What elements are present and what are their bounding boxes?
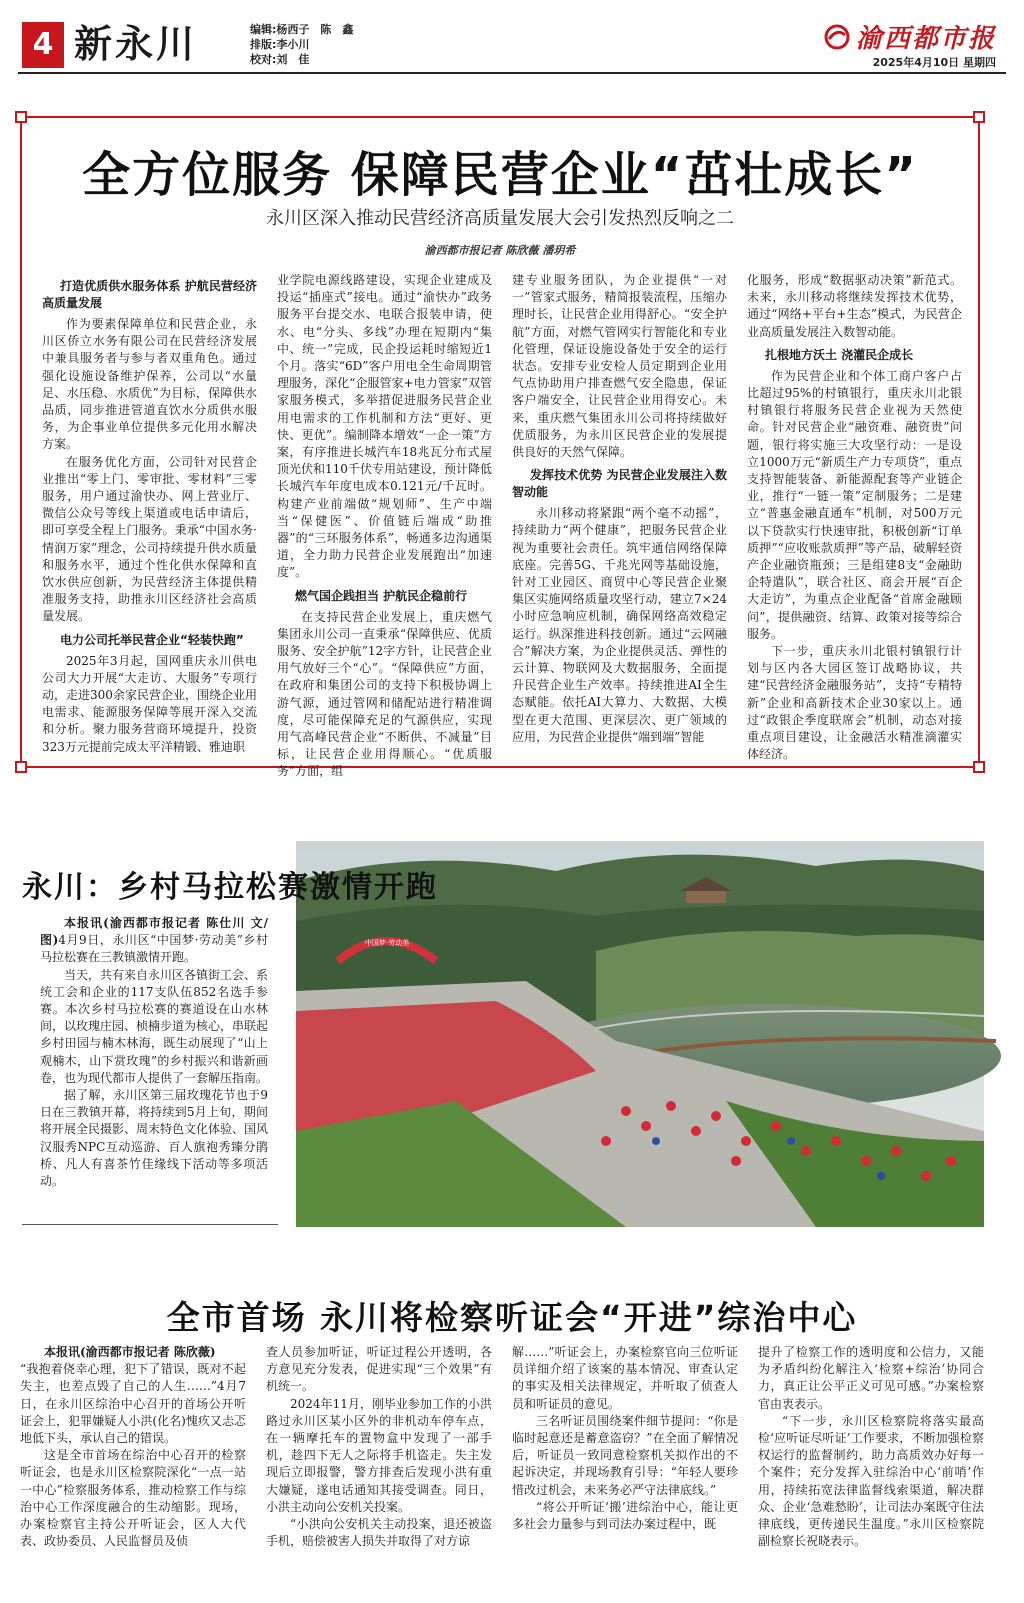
newspaper-logo — [824, 18, 996, 55]
editor-line: 编辑:杨西子 陈 鑫 — [250, 23, 354, 36]
feature-columns — [42, 272, 962, 779]
subheading: 打造优质供水服务体系 护航民营经济高质量发展 — [42, 279, 257, 310]
feature-article-box — [20, 116, 980, 779]
marathon-lead: 本报讯(渝西都市报记者 陈仕川 文/图) — [40, 916, 268, 948]
banner-text: 中国梦·劳动美 — [364, 939, 410, 947]
feature-headline: 全方位服务 保障民营企业“茁壮成长” — [82, 147, 918, 203]
frame-corner — [973, 761, 985, 773]
feature-byline: 渝西都市报记者 陈欣薇 潘玥希 — [424, 244, 576, 257]
logo-emblem-icon — [824, 24, 850, 50]
proofreader-line: 校对:刘 佳 — [250, 53, 310, 66]
paragraph: “将公开听证‘搬’进综治中心，能让更多社会力量参与到司法办案过程中，既 — [512, 1499, 738, 1532]
paragraph: 业学院电源线路建设，实现企业建成及投运“插座式”接电。通过“渝快办”政务服务平台提交水、电联合报装申请，使水、电“分头、多线”办理在短期内“集中、统一”完成，民企投运耗时缩短近1个月。落实“6D”客户用电全生命周期管理服务，深化“企服管家+电力管家”双管家服务模式，多举措促进服务民营企业用电需求的工作机制和方法“更好、更快、更优”。编制降本增效“一企一策”方案，有序推进长城汽车18兆瓦分布式屋顶光伏和110千伏专用站建设，预计降低长城汽车年度电成本0.121元/千瓦时。构建产业前端做“规划师”、生产中端当“保健医”、价值链后端成“助推器”的“三环服务体系”，畅通多边沟通渠道，全力助力民营企业发展跑出“加速度”。 — [277, 273, 492, 580]
paragraph: “下一步，永川区检察院将落实最高检‘应听证尽听证’工作要求，不断加强检察权运行的监督制约，助力高质效办好每一个案件；充分发挥入驻综治中心‘前哨’作用，持续拓宽法律监督线索渠道，解决群众、企业‘急难愁盼’，让司法办案既守住法律底线，更传递民生温度。”永川区检察院副检察长祝晓表示。 — [758, 1413, 984, 1549]
paragraph: 化服务，形成“数据驱动决策”新范式。未来，永川移动将继续发挥技术优势，通过“网络+平台+生态”模式，为民营企业高质量发展注入数智动能。 — [747, 273, 962, 339]
feature-column — [747, 272, 962, 760]
feature-column — [277, 272, 492, 779]
paragraph: 下一步，重庆永川北银村镇银行计划与区内各大园区签订战略协议，共建“民营经济金融服务站”，支持“专精特新”企业和高新技术企业30家以上。通过“政银企季度联席会”机制，动态对接重点项目建设，让金融活水精准滴灌实体经济。 — [747, 644, 962, 762]
procuratorate-column — [20, 1344, 246, 1598]
subheading: 燃气国企践担当 护航民企稳前行 — [295, 588, 468, 603]
feature-subtitle: 永川区深入推动民营经济高质量发展大会引发热烈反响之二 — [266, 208, 734, 229]
paragraph: 2025年3月起，国网重庆永川供电公司大力开展“大走访、大服务”专项行动，走进300余家民营企业，围绕企业用电需求、能源服务保障等展开深入交流和分析。聚力服务营商环境提升，投资323万元提前完成太平洋精锻、雅迪职 — [42, 653, 257, 754]
masthead-rule — [18, 72, 1006, 74]
procuratorate-column — [266, 1344, 492, 1598]
paragraph: 2024年11月，刚毕业参加工作的小洪路过永川区某小区外的非机动车停车点，在一辆摩托车的置物盒中发现了一部手机，趁四下无人之际将手机盗走。失主发现后立即报警，警方排查后发现小洪有重大嫌疑，遂电话通知其接受调查。同日，小洪主动向公安机关投案。 — [266, 1396, 492, 1514]
procuratorate-column — [758, 1344, 984, 1598]
procuratorate-headline: 全市首场 永川将检察听证会“开进”综治中心 — [166, 1298, 858, 1337]
marathon-divider — [22, 1224, 278, 1225]
subheading: 扎根地方沃土 浇灌民企成长 — [765, 347, 914, 362]
feature-column — [42, 272, 257, 760]
paragraph: 建专业服务团队，为企业提供“一对一”管家式服务，精简报装流程，压缩办理时长，让民营企业用得舒心。“安全护航”方面，对燃气管网实行智能化和专业化管理，保证设施设备处于安全的运行状态。安排专业安检人员定期到企业用气点协助用户排查燃气安全隐患，保证客户端安全，让民营企业用得安心。未来，重庆燃气集团永川公司将持续做好优质服务，为永川区民营企业的发展提供良好的天然气保障。 — [512, 273, 727, 460]
newspaper-name: 渝西都市报 — [855, 24, 996, 54]
procuratorate-column — [512, 1344, 738, 1598]
paragraph: 永川移动将紧跟“两个毫不动摇”，持续助力“两个健康”，把服务民营企业视为重要社会责任。筑牢通信网络保障底座。完善5G、千兆光网等基础设施，针对工业园区、商贸中心等民营企业聚集区实施网络质量攻坚行动，建立7×24小时应急响应机制，确保网络高效稳定运行。纵深推进科技创新。通过“云网融合”解决方案，为企业提供灵活、弹性的云计算、物联网及大数据服务，全面提升民营企业生产效率。持续推进AI全生态赋能。依托AI大算力、大数据、大模型在更大范围、更深层次、更广领域的应用，为民营企业提供“端到端”智能 — [512, 506, 727, 744]
marathon-paragraph: 当天，共有来自永川区各镇街工会、系统工会和企业的117支队伍852名选手参赛。本次乡村马拉松赛的赛道设在山水林间，以玫瑰庄园、桢楠步道为核心，串联起乡村田园与楠木林海，既生动展现了“山上观楠木，山下赏玫瑰”的乡村振兴和谐新画卷，也为现代都市人提供了一套解压指南。 — [40, 967, 269, 1085]
procuratorate-columns — [20, 1344, 984, 1598]
paragraph: 三名听证员围绕案件细节提问：“你是临时起意还是蓄意盗窃？”在全面了解情况后，听证员一致同意检察机关拟作出的不起诉决定，并现场教育引导：“年轻人要珍惜改过机会，未来务必严守法律底线。” — [512, 1413, 738, 1497]
lead-line — [20, 1344, 246, 1361]
paragraph: 在服务优化方面，公司针对民营企业推出“零上门、零审批、零材料”三零服务，用户通过渝快办、网上营业厅、微信公众号等线上渠道或电话申请后，即可享受全程上门服务。秉承“中国水务·情润万家”理念，公司持续提升供水质量和服务水平，通过个性化供水保障和直饮水供应创新，为民营经济主体提供精准服务支持，助推永川区经济社会高质量发展。 — [42, 454, 257, 624]
section-title: 新永川 — [74, 21, 198, 66]
paragraph: 作为民营企业和个体工商户客户占比超过95%的村镇银行，重庆永川北银村镇银行将服务民营企业视为天然使命。针对民营企业“融资难、融资贵”问题，银行将实施三大攻坚行动：一是设立1000万元“新质生产力专项贷”，重点支持智能装备、新能源配套等产业链企业，推行“一链一策”定制服务；二是建立“普惠金融直通车”机制，对500万元以下贷款实行快速审批，积极创新“订单质押”“应收账款质押”等产品，破解轻资产企业融资瓶颈；三是组建8支“金融助企特遣队”，联合社区、商会开展“百企大走访”，为重点企业配备“首席金融顾问”，提供融资、结算、政策对接等综合服务。 — [747, 368, 962, 641]
paragraph: 提升了检察工作的透明度和公信力，又能为矛盾纠纷化解注入‘检察+综治’协同合力，真正让公平正义可见可感。”办案检察官由衷表示。 — [758, 1345, 984, 1411]
procuratorate-lead: 本报讯(渝西都市报记者 陈欣薇) — [44, 1345, 216, 1359]
frame-corner — [15, 761, 27, 773]
marathon-body — [40, 915, 268, 1211]
feature-column — [512, 272, 727, 760]
paragraph: “小洪向公安机关主动投案，退还被盗手机，赔偿被害人损失并取得了对方谅 — [266, 1517, 492, 1549]
paragraph: 在支持民营企业发展上，重庆燃气集团永川公司一直秉承“保障供应、优质服务、安全护航”12字方针，让民营企业用气放好三个“心”。“保障供应”方面，在政府和集团公司的支持下积极协调上游气源，通过管网和储配站进行精准调度，尽可能保障充足的气源供应，实现用气高峰民营企业“不断供、不减量”目标，让民营企业用得顺心。“优质服务”方面，组 — [277, 609, 492, 779]
paragraph: 这是全市首场在综治中心召开的检察听证会，也是永川区检察院深化“一点一站一中心”检察服务体系，推动检察工作与综治中心工作深度融合的生动缩影。现场，办案检察官主持公开听证会，区人大代表、政协委员、人民监督员及侦 — [20, 1448, 246, 1549]
masthead — [18, 14, 1006, 70]
paragraph: “我抱着侥幸心理，犯下了错误，既对不起失主，也差点毁了自己的人生……”4月7日，在永川区综治中心召开的首场公开听证会上，犯罪嫌疑人小洪(化名)愧疚又忐忑地低下头，承认自己的错误。 — [20, 1362, 246, 1446]
editor-credits — [250, 22, 353, 67]
paragraph: 查人员参加听证，听证过程公开透明，各方意见充分发表，促进实现“三个效果”有机统一。 — [266, 1345, 492, 1394]
marathon-paragraph: 4月9日，永川区“中国梦·劳动美”乡村马拉松赛在三教镇激情开跑。 — [40, 933, 268, 965]
marathon-headline: 永川：乡村马拉松赛激情开跑 — [22, 870, 438, 905]
paragraph: 解……”听证会上，办案检察官向三位听证员详细介绍了该案的基本情况、审查认定的事实及相关法律规定，并听取了侦查人员和听证员的意见。 — [512, 1345, 738, 1411]
frame-corner — [15, 111, 27, 123]
layout-line: 排版:李小川 — [250, 38, 310, 51]
paragraph: 作为要素保障单位和民营企业，永川区侨立水务有限公司在民营经济发展中兼具服务者与参与者双重角色。通过强化设施设备维护保养，公司以“水量足、水压稳、水质优”为目标，保障供水品质，同步推进管道直饮水分质供水服务，为企事业单位提供多元化用水解决方案。 — [42, 317, 257, 452]
pavilion-icon — [686, 889, 726, 903]
page-number: 4 — [22, 22, 64, 68]
issue-date: 2025年4月10日 星期四 — [872, 56, 996, 69]
marathon-paragraph: 据了解，永川区第三届玫瑰花节也于9日在三教镇开幕，将持续到5月上旬，期间将开展全民摄影、周末特色文化体验、国风汉服秀NPC互动巡游、百人旗袍秀臻分鹃桥、凡人有喜茶竹佳缘线下活动等多项活动。 — [40, 1088, 269, 1189]
subheading: 发挥技术优势 为民营企业发展注入数智动能 — [512, 468, 727, 500]
frame-corner — [973, 111, 985, 123]
subheading: 电力公司托举民营企业“轻装快跑” — [60, 632, 244, 647]
